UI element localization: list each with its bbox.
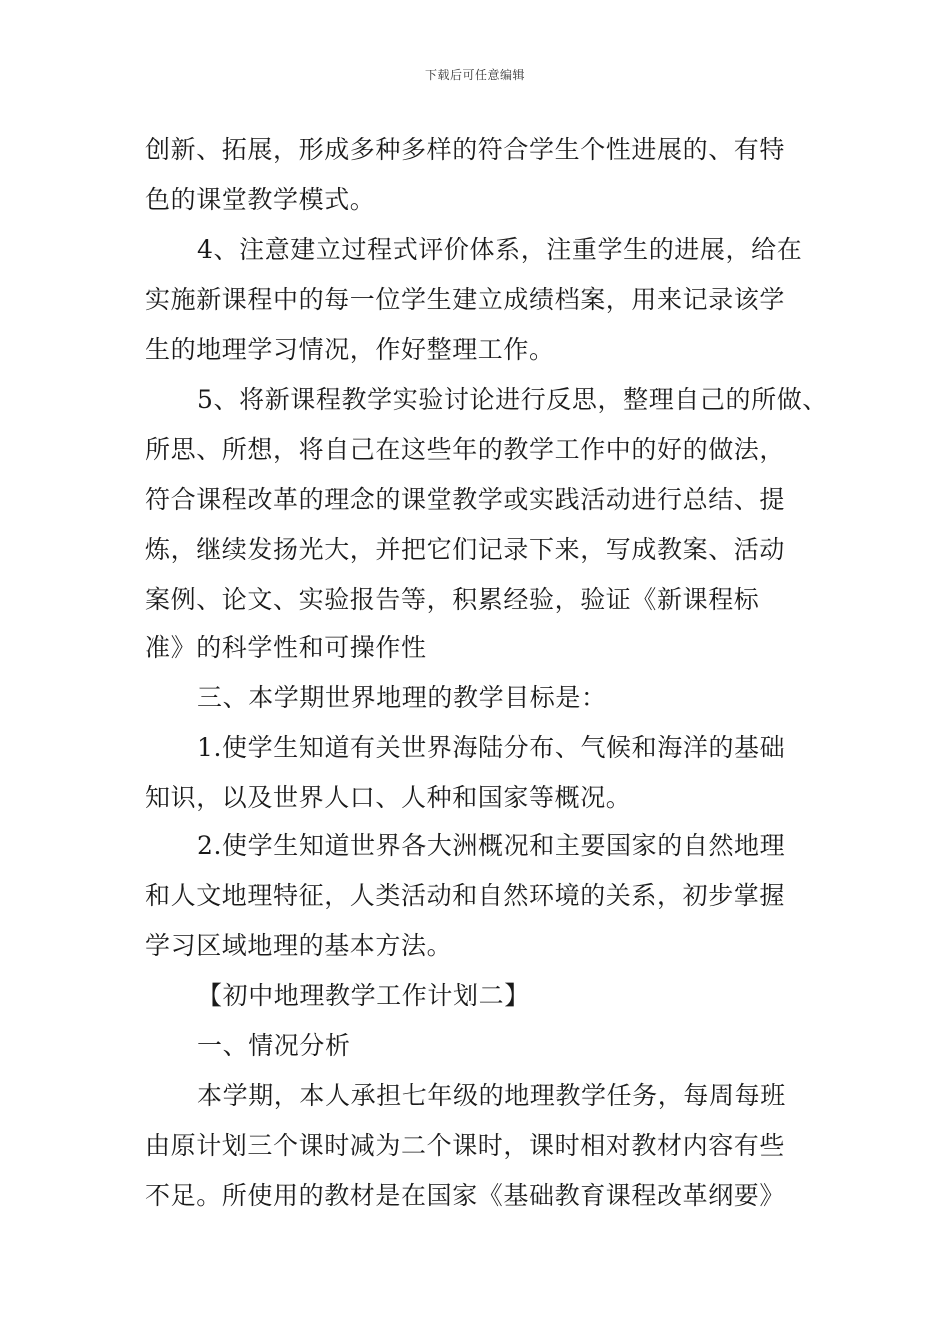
text-line: 1.使学生知道有关世界海陆分布、气候和海洋的基础: [197, 733, 786, 762]
text-line: 三、本学期世界地理的教学目标是：: [197, 683, 607, 712]
text-line: 知识，以及世界人口、人种和国家等概况。: [145, 783, 632, 812]
text-line: 本学期，本人承担七年级的地理教学任务，每周每班: [197, 1081, 786, 1110]
text-line: 不足。所使用的教材是在国家《基础教育课程改革纲要》: [145, 1181, 786, 1210]
text-line: 准》的科学性和可操作性: [145, 633, 427, 662]
text-line: 由原计划三个课时减为二个课时，课时相对教材内容有些: [145, 1131, 786, 1160]
text-line: 所思、所想，将自己在这些年的教学工作中的好的做法，: [145, 435, 786, 464]
text-line: 色的课堂教学模式。: [145, 185, 376, 214]
subsection-heading: 一、情况分析: [197, 1031, 351, 1060]
text-line: 案例、论文、实验报告等，积累经验，验证《新课程标: [145, 585, 760, 614]
text-line: 创新、拓展，形成多种多样的符合学生个性进展的、有特: [145, 135, 786, 164]
section-heading: 【初中地理教学工作计划二】: [197, 981, 530, 1010]
text-line: 4、注意建立过程式评价体系，注重学生的进展，给在: [197, 235, 803, 264]
text-line: 5、将新课程教学实验讨论进行反思，整理自己的所做、: [197, 385, 828, 414]
text-line: 符合课程改革的理念的课堂教学或实践活动进行总结、提: [145, 485, 786, 514]
text-line: 2.使学生知道世界各大洲概况和主要国家的自然地理: [197, 831, 786, 860]
text-line: 生的地理学习情况，作好整理工作。: [145, 335, 555, 364]
page-header: 下载后可任意编辑: [424, 68, 525, 82]
text-line: 学习区域地理的基本方法。: [145, 931, 453, 960]
text-line: 炼，继续发扬光大，并把它们记录下来，写成教案、活动: [145, 535, 786, 564]
text-line: 实施新课程中的每一位学生建立成绩档案，用来记录该学: [145, 285, 786, 314]
text-line: 和人文地理特征，人类活动和自然环境的关系，初步掌握: [145, 881, 786, 910]
